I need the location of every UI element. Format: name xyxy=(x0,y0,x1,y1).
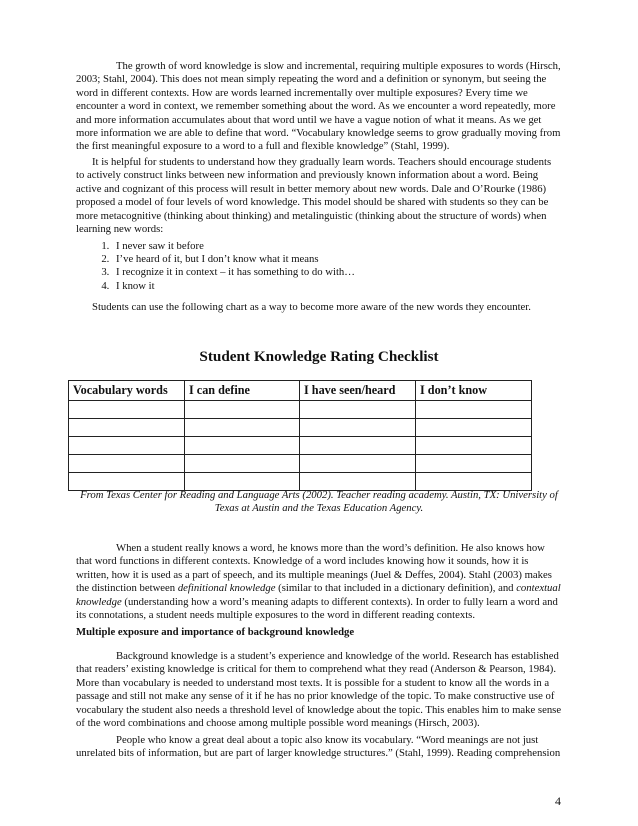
table-row xyxy=(69,401,532,419)
paragraph-learning-words: It is helpful for students to understand how they gradually learn words. Teachers should encourage students to actively construct links between new information and previously known information about a word. Being active and cognizant of this process will result in better memory about new words. Dale and O’Rourke (1986) proposed a model of four levels of word knowledge. This model should be shared with students so they can be more metacognitive (thinking about thinking) and metalinguistic (thinking about the structure of words) when learning new words: xyxy=(76,156,552,236)
table-cell xyxy=(185,401,300,419)
source-citation: From Texas Center for Reading and Language Arts (2002). Teacher reading academy. Austin, TX: University of Texas at Austin and the Texas Education Agency. xyxy=(80,489,558,515)
knowledge-rating-checklist-table xyxy=(68,380,532,491)
column-header: I have seen/heard xyxy=(300,381,416,401)
list-item: 2. I’ve heard of it, but I don’t know what it means xyxy=(112,253,552,266)
table-cell xyxy=(300,473,416,491)
section-heading: Multiple exposure and importance of background knowledge xyxy=(76,626,355,638)
paragraph-text: (similar to that included in a dictionary definition), and xyxy=(275,582,517,595)
term-definitional-knowledge: definitional knowledge xyxy=(177,582,276,595)
table-cell xyxy=(185,473,300,491)
paragraph-text: When a student really knows a word, he knows more than the word’s definition. He also knows how that word functions in different contexts. Knowledge of a word includes knowing how it sounds, how it is written, how it is used as a part of speech, and its multiple meanings (Juel & Deffes, 2004). Stahl (2003) makes the distinction between xyxy=(76,542,552,595)
table-row xyxy=(69,473,532,491)
checklist-body xyxy=(69,401,532,491)
table-cell xyxy=(416,437,532,455)
table-cell xyxy=(416,401,532,419)
table-cell xyxy=(185,455,300,473)
table-cell xyxy=(185,437,300,455)
list-item: 1. I never saw it before xyxy=(112,240,552,253)
table-row xyxy=(69,437,532,455)
column-header: Vocabulary words xyxy=(69,381,185,401)
page-number: 4 xyxy=(555,794,561,808)
table-cell xyxy=(300,455,416,473)
paragraph-background-knowledge: Background knowledge is a student’s experience and knowledge of the world. Research has established that readers’ existing knowledge is critical for them to comprehend what they read (Anderson & Pearson, 1984). More than vocabulary is needed to understand most texts. It is possible for a student to know all the words in a passage and still not make any sense of it if he has no prior knowledge of the topic. To make constructive use of vocabulary the student also needs a threshold level of knowledge about the topic. This enables him to make sense of the word combinations and choose among multiple possible word meanings (Hirsch, 2003). xyxy=(76,650,562,730)
table-header-row xyxy=(69,381,532,401)
checklist-title: Student Knowledge Rating Checklist xyxy=(199,348,439,365)
term-contextual-knowledge: contextual knowledge xyxy=(76,582,561,608)
column-header: I don’t know xyxy=(416,381,532,401)
table-cell xyxy=(69,437,185,455)
table-cell xyxy=(69,401,185,419)
table-cell xyxy=(69,473,185,491)
table-cell xyxy=(416,473,532,491)
table-cell xyxy=(69,455,185,473)
paragraph-word-knowledge-growth: The growth of word knowledge is slow and incremental, requiring multiple exposures to words (Hirsch, 2003; Stahl, 2004). This does not mean simply repeating the word and a definition or synonym, but seeing the word in different contexts. How are words learned incrementally over multiple exposures? Every time we encounter a word in context, we remember something about the word. As we encounter a word repeatedly, more and more information accumulates about that word until we have a vague notion of what it means. As we get more information we are able to define that word. “Vocabulary knowledge seems to grow gradually moving from the first meaningful exposure to a word to a full and flexible knowledge” (Stahl, 1999). xyxy=(76,60,561,153)
list-item: 4. I know it xyxy=(112,280,552,293)
paragraph-text: (understanding how a word’s meaning adapts to different contexts). In order to fully learn a word and its connotations, a student needs multiple exposures to the word in different reading contexts. xyxy=(76,595,558,622)
table-cell xyxy=(416,419,532,437)
table-row xyxy=(69,419,532,437)
paragraph-chart-intro: Students can use the following chart as a way to become more aware of the new words they encounter. xyxy=(92,301,531,313)
table-cell xyxy=(416,455,532,473)
table-row xyxy=(69,455,532,473)
table-cell xyxy=(300,401,416,419)
table-cell xyxy=(300,437,416,455)
table-cell xyxy=(69,419,185,437)
column-header: I can define xyxy=(185,381,300,401)
paragraph-knowing-a-word xyxy=(76,542,562,622)
word-knowledge-levels-list xyxy=(76,240,552,293)
table-cell xyxy=(300,419,416,437)
table-cell xyxy=(185,419,300,437)
list-item: 3. I recognize it in context – it has something to do with… xyxy=(112,266,552,279)
paragraph-topic-vocabulary: People who know a great deal about a topic also know its vocabulary. “Word meanings are not just unrelated bits of information, but are part of larger knowledge structures.” (Stahl, 1999). Reading comprehension xyxy=(76,734,561,760)
